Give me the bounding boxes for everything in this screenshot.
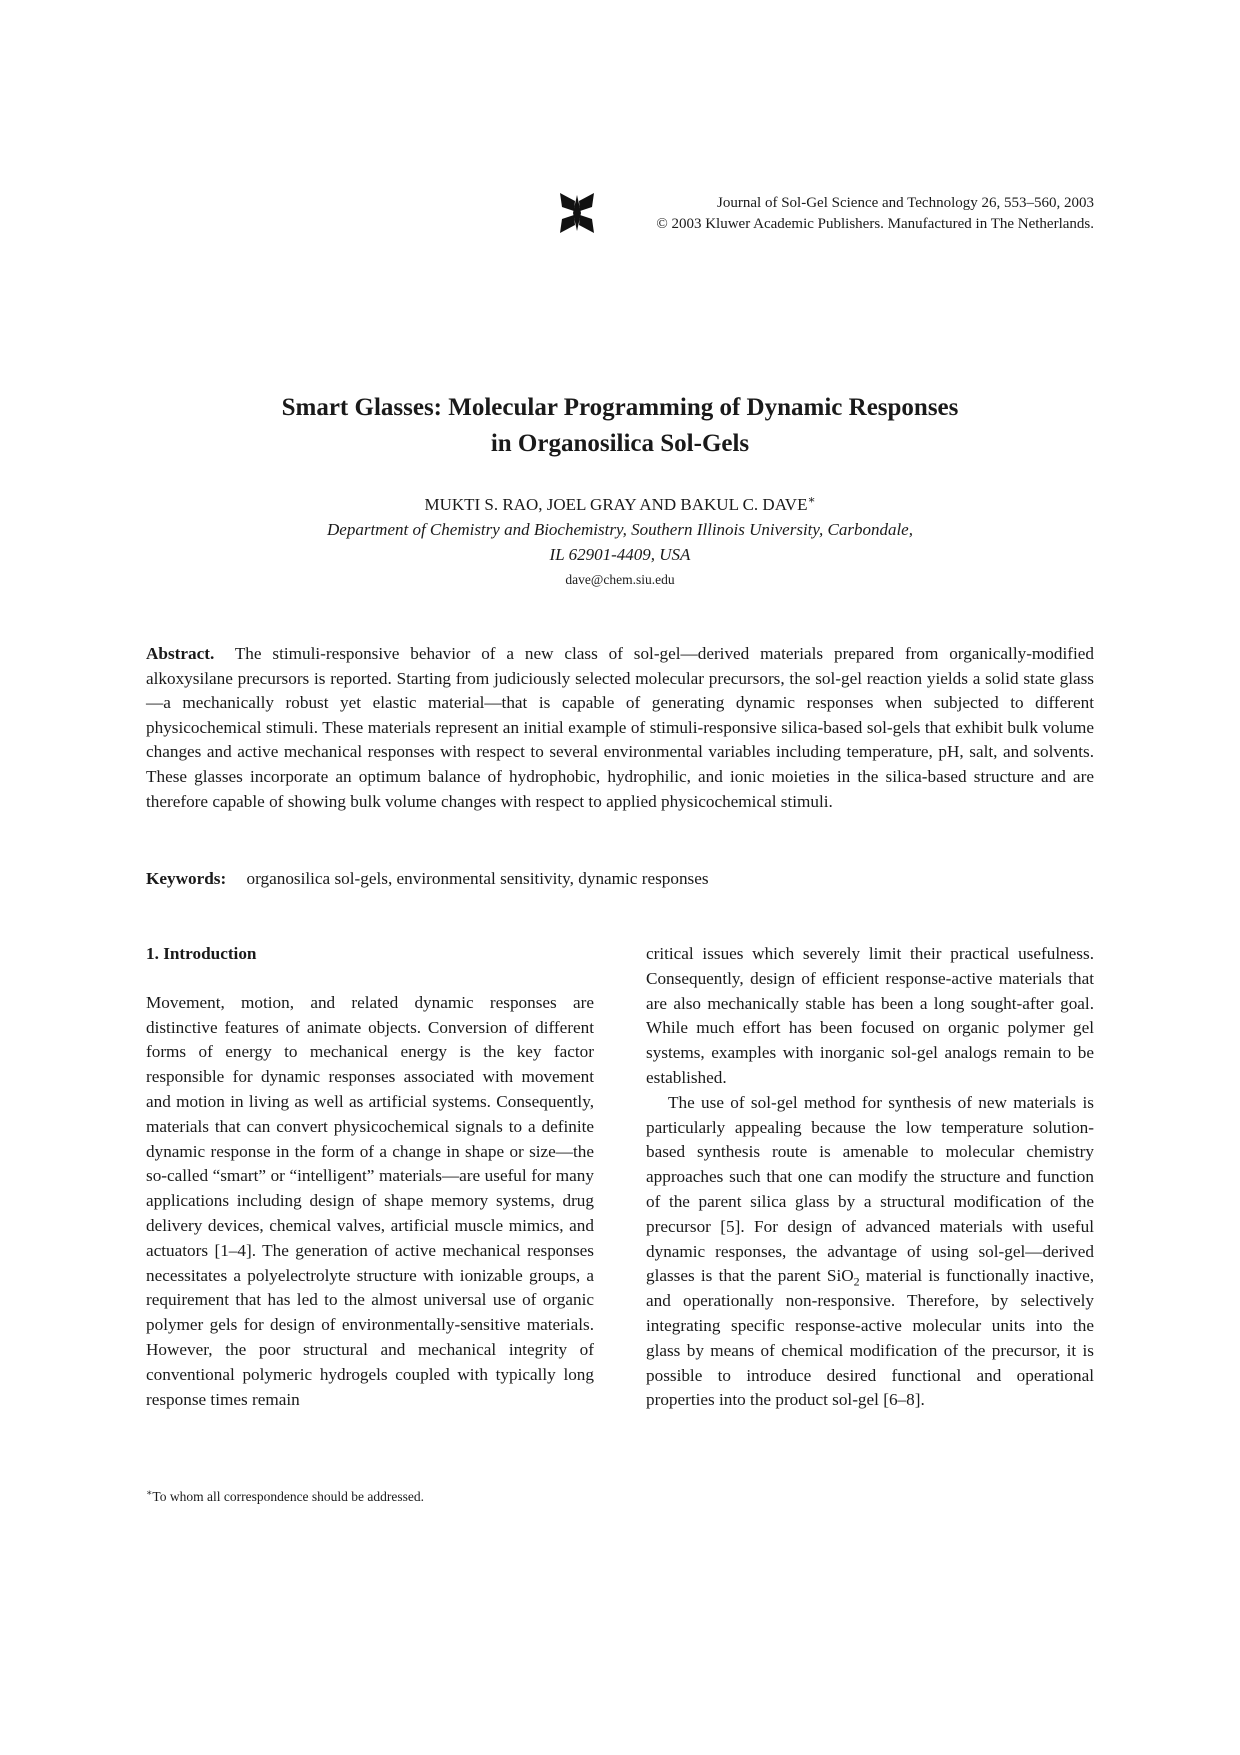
title-line-2: in Organosilica Sol-Gels bbox=[490, 430, 750, 457]
intro-paragraph-2: critical issues which severely limit their practical usefulness. Consequently, design of efficient response-active materials that are also mechanically stable has been a long sought-after goal. While much effort has been focused on organic polymer gel systems, examples with inorganic sol-gel analogs remain to be established. bbox=[646, 944, 1094, 1087]
journal-citation: Journal of Sol-Gel Science and Technology 26, 553–560, 2003 bbox=[717, 195, 1094, 211]
journal-header bbox=[558, 193, 1094, 235]
contact-email: dave@chem.siu.edu bbox=[565, 572, 675, 587]
right-column bbox=[646, 942, 1094, 1413]
footnote-text: To whom all correspondence should be addressed. bbox=[152, 1489, 425, 1504]
abstract-label: Abstract. bbox=[146, 644, 215, 663]
affiliation-line-2: IL 62901-4409, USA bbox=[549, 545, 691, 564]
affiliation bbox=[120, 517, 1120, 567]
footnote-marker: ∗ bbox=[146, 1488, 153, 1499]
footnote bbox=[146, 1487, 594, 1507]
keywords-text: organosilica sol-gels, environmental sensitivity, dynamic responses bbox=[246, 869, 709, 888]
sio2-subscript: 2 bbox=[853, 1274, 860, 1289]
intro-paragraph-3 bbox=[646, 1091, 1094, 1413]
keywords bbox=[146, 867, 1094, 891]
abstract-text: The stimuli-responsive behavior of a new class of sol-gel—derived materials prepared from organically-modified alkoxysilane precursors is reported. Starting from judiciously selected molecular precursors, the sol-gel reaction yields a solid state glass—a mechanically robust yet elastic material—that is capable of generating dynamic responses when subjected to different physicochemical stimuli. These materials represent an initial example of stimuli-responsive silica-based sol-gels that exhibit bulk volume changes and active mechanical responses with respect to several environmental variables including temperature, pH, salt, and solvents. These glasses incorporate an optimum balance of hydrophobic, hydrophilic, and ionic moieties in the silica-based structure and are therefore capable of showing bulk volume changes with respect to applied physicochemical stimuli. bbox=[146, 644, 1094, 811]
keywords-label: Keywords: bbox=[146, 869, 227, 888]
title-line-1: Smart Glasses: Molecular Programming of Dynamic Responses bbox=[281, 394, 959, 421]
kluwer-logo-icon bbox=[558, 191, 596, 235]
corresponding-author-marker: ∗ bbox=[807, 492, 816, 507]
intro-paragraph-3-text-b: material is functionally inactive, and operationally non-responsive. Therefore, by selectively integrating specific response-active molecular units into the glass by means of chemical modification of the precursor, it is possible to introduce desired functional and operational properties into the product sol-gel [6–8]. bbox=[646, 1266, 1095, 1410]
author-list bbox=[120, 493, 1120, 516]
author-names: MUKTI S. RAO, JOEL GRAY AND BAKUL C. DAVE bbox=[424, 495, 808, 514]
intro-paragraph-3-text-a: The use of sol-gel method for synthesis of new materials is particularly appealing because the low temperature solution-based synthesis route is amenable to molecular chemistry approaches such that one can modify the structure and function of the parent silica glass by a structural modification of the precursor [5]. For design of advanced materials with useful dynamic responses, the advantage of using sol-gel—derived glasses is that the parent SiO bbox=[646, 1092, 1094, 1286]
copyright-line: © 2003 Kluwer Academic Publishers. Manufactured in The Netherlands. bbox=[656, 216, 1094, 232]
paper-title bbox=[120, 390, 1120, 462]
affiliation-line-1: Department of Chemistry and Biochemistry, Southern Illinois University, Carbondale, bbox=[327, 520, 913, 539]
intro-paragraph-1: Movement, motion, and related dynamic responses are distinctive features of animate objects. Conversion of different forms of energy to mechanical energy is the key factor responsible for dynamic responses associated with movement and motion in living as well as artificial systems. Consequently, materials that can convert physicochemical signals to a definite dynamic response in the form of a change in shape or size—the so-called “smart” or “intelligent” materials—are useful for many applications including design of shape memory systems, drug delivery devices, chemical valves, artificial muscle mimics, and actuators [1–4]. The generation of active mechanical responses necessitates a polyelectrolyte structure with ionizable groups, a requirement that has led to the almost universal use of organic polymer gels for design of environmentally-sensitive materials. However, the poor structural and mechanical integrity of conventional polymeric hydrogels coupled with typically long response times remain bbox=[146, 992, 594, 1409]
abstract bbox=[146, 642, 1094, 814]
section-heading-introduction: 1. Introduction bbox=[146, 944, 257, 963]
left-column bbox=[146, 942, 594, 1412]
